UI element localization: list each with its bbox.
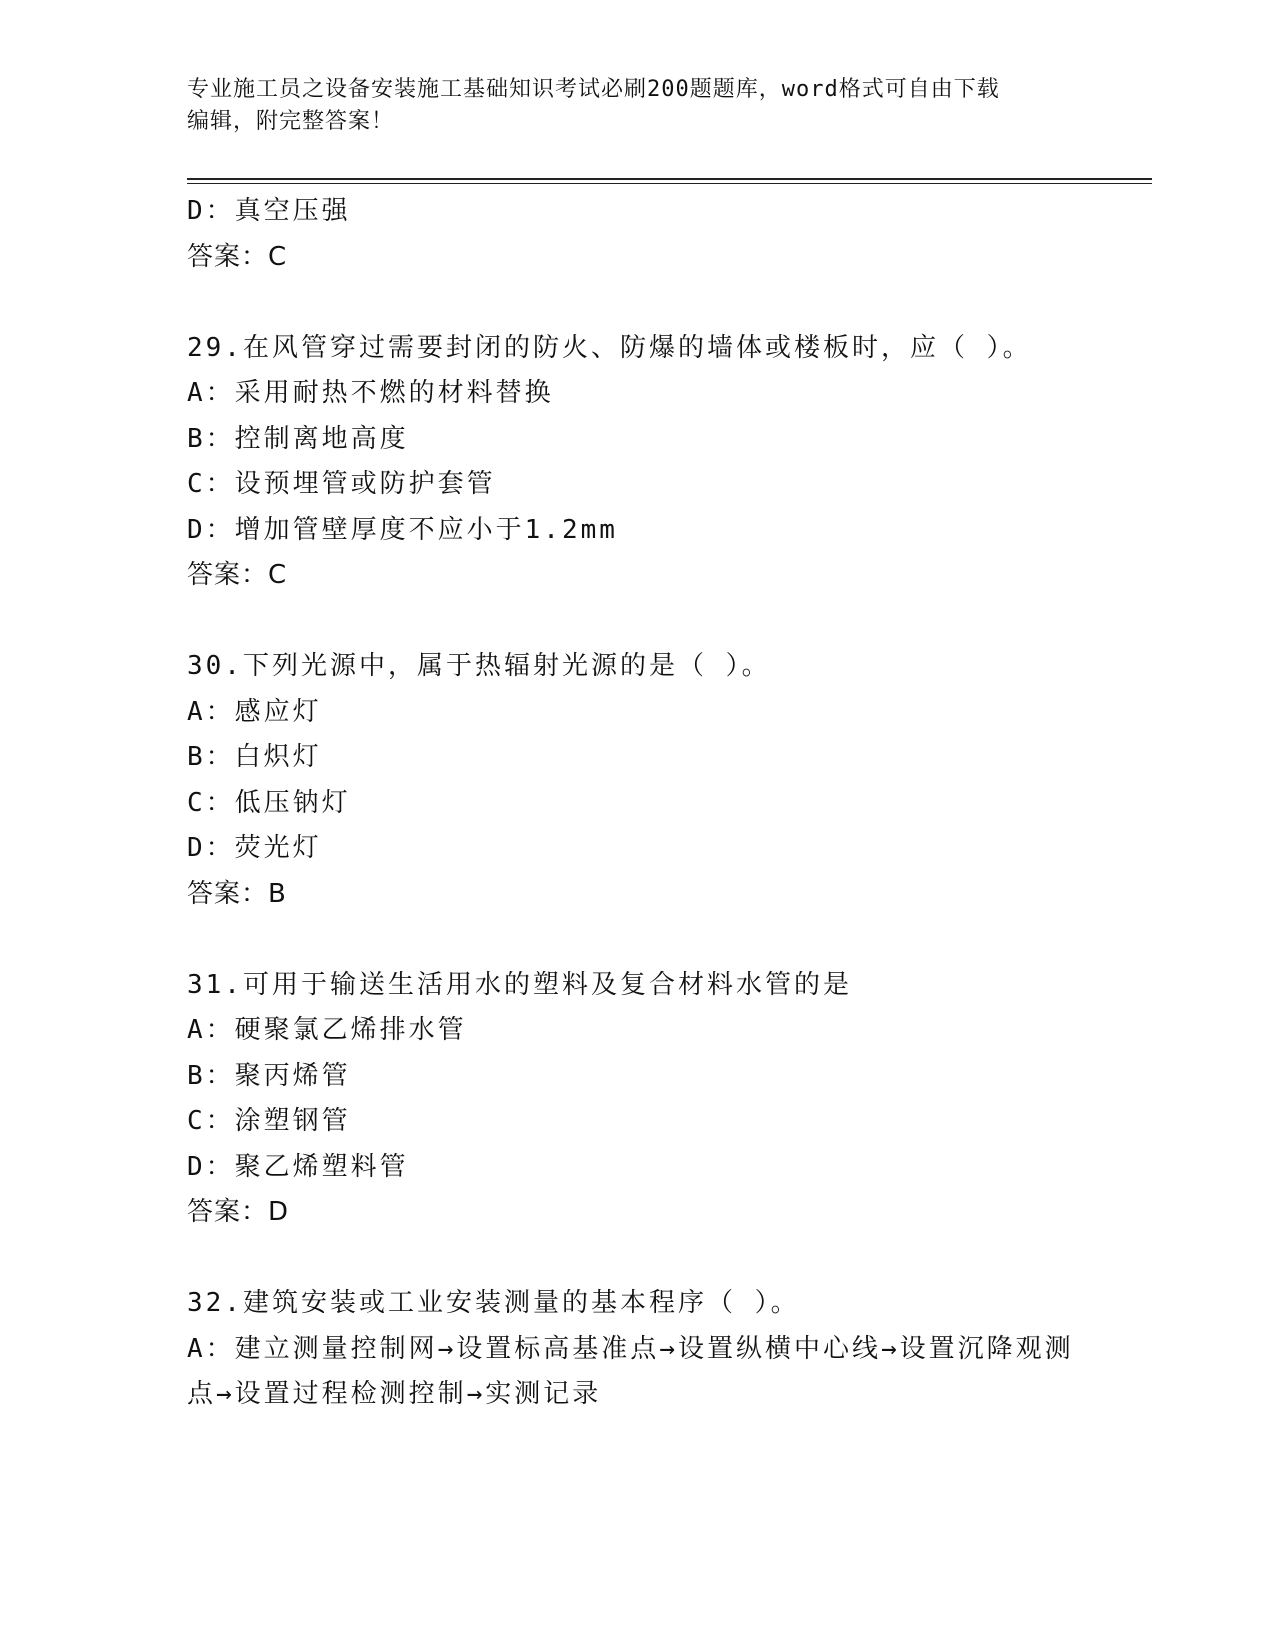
carryover-answer: 答案：C	[187, 241, 288, 272]
header-title-line-2: 编辑，附完整答案！	[187, 109, 395, 134]
option-d: D：聚乙烯塑料管	[187, 1151, 409, 1182]
header-title-line-1: 专业施工员之设备安装施工基础知识考试必刷200题题库，word格式可自由下载	[187, 77, 1000, 102]
spacer	[187, 280, 1087, 326]
option-c: C：低压钠灯	[187, 787, 351, 818]
spacer	[187, 599, 1087, 645]
question-31	[187, 963, 1087, 1236]
document-header	[187, 74, 1067, 138]
option-a: A：采用耐热不燃的材料替换	[187, 378, 554, 408]
option-b: B：控制离地高度	[187, 423, 409, 454]
carryover-option-d: D：真空压强	[187, 196, 351, 226]
spacer	[187, 1236, 1087, 1282]
question-30	[187, 644, 1087, 917]
question-text: 31.可用于输送生活用水的塑料及复合材料水管的是	[187, 969, 852, 1000]
question-text: 32.建筑安装或工业安装测量的基本程序（ ）。	[187, 1288, 800, 1318]
question-text: 30.下列光源中，属于热辐射光源的是（ ）。	[187, 651, 771, 681]
option-a: A：感应灯	[187, 696, 322, 727]
answer: 答案：D	[187, 1197, 290, 1227]
option-a: A：硬聚氯乙烯排水管	[187, 1015, 467, 1045]
option-c: C：设预埋管或防护套管	[187, 469, 496, 499]
option-d: D：增加管壁厚度不应小于1.2mm	[187, 514, 618, 545]
option-b: B：聚丙烯管	[187, 1060, 351, 1091]
question-text: 29.在风管穿过需要封闭的防火、防爆的墙体或楼板时，应（ ）。	[187, 332, 1032, 363]
header-divider-thin	[187, 183, 1152, 184]
question-list	[187, 189, 1087, 1418]
option-c: C：涂塑钢管	[187, 1106, 351, 1136]
question-32	[187, 1281, 1087, 1418]
answer: 答案：B	[187, 878, 287, 909]
option-b: B：白炽灯	[187, 742, 322, 772]
option-d: D：荧光灯	[187, 833, 322, 863]
answer: 答案：C	[187, 560, 288, 590]
header-divider-thick	[187, 178, 1152, 180]
option-a: A：建立测量控制网→设置标高基准点→设置纵横中心线→设置沉降观测点→设置过程检测控制→实测记录	[187, 1333, 1074, 1409]
spacer	[187, 917, 1087, 963]
question-29	[187, 326, 1087, 599]
